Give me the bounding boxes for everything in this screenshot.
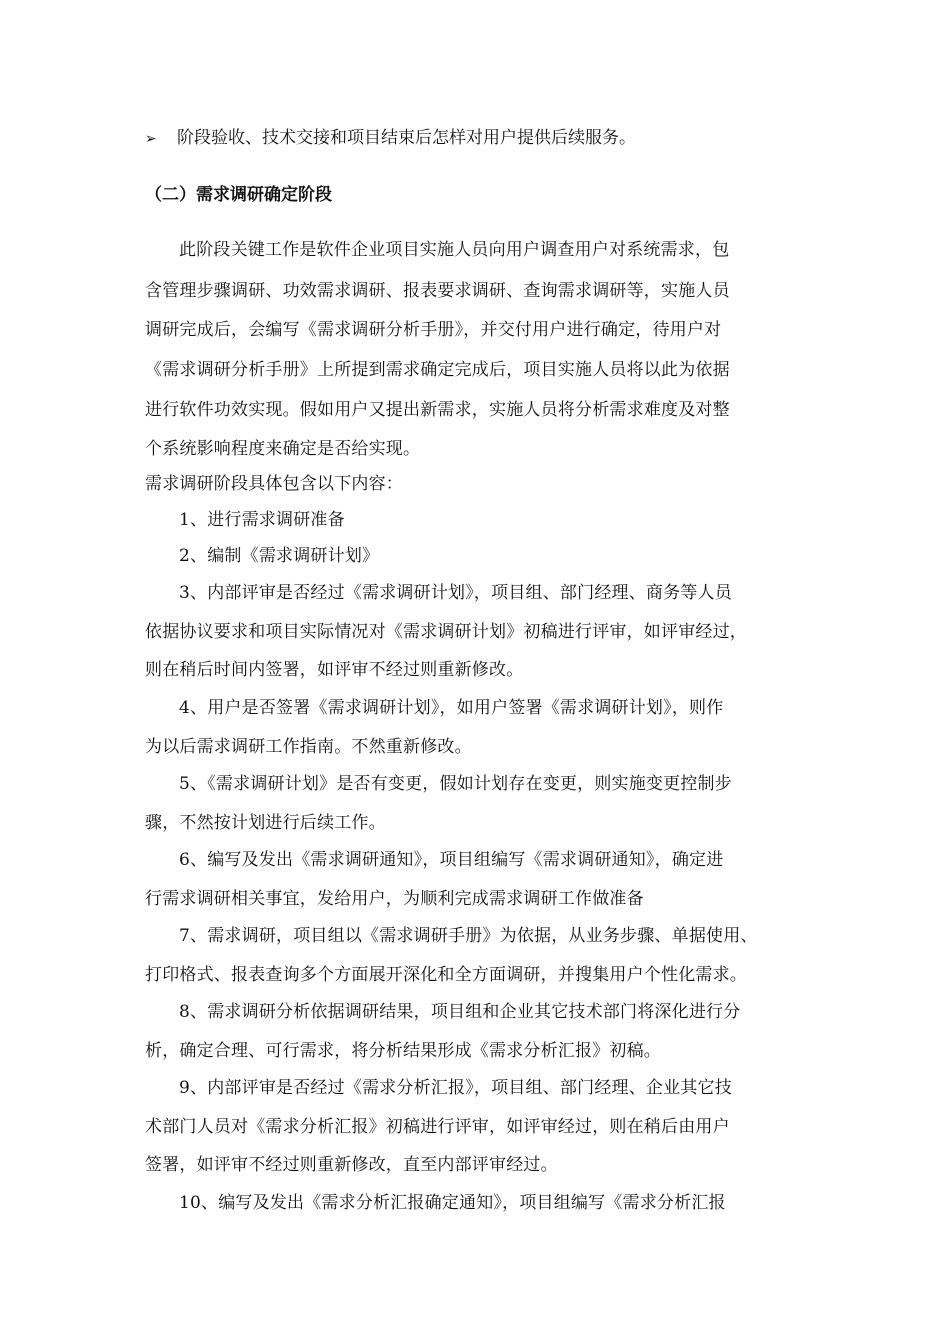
paragraph-line: 含管理步骤调研、功效需求调研、报表要求调研、查询需求调研等，实施人员	[145, 281, 730, 301]
bullet-text: 阶段验收、技术交接和项目结束后怎样对用户提供后续服务。	[177, 128, 636, 148]
list-item-line: 则在稍后时间内签署，如评审不经过则重新修改。	[145, 660, 524, 680]
list-item-line: 1、进行需求调研准备	[179, 510, 345, 530]
list-item-line: 4、用户是否签署《需求调研计划》，如用户签署《需求调研计划》，则作	[179, 698, 724, 718]
paragraph-line: 调研完成后，会编写《需求调研分析手册》，并交付用户进行确定，待用户对	[145, 320, 722, 340]
list-item-line: 8、需求调研分析依据调研结果，项目组和企业其它技术部门将深化进行分	[179, 1002, 741, 1022]
list-item-line: 打印格式、报表查询多个方面展开深化和全方面调研，并搜集用户个性化需求。	[145, 965, 747, 985]
list-item-line: 签署，如评审不经过则重新修改，直至内部评审经过。	[145, 1155, 558, 1175]
arrow-bullet-icon: ➢	[145, 131, 157, 147]
list-item-line: 为以后需求调研工作指南。不然重新修改。	[145, 737, 472, 757]
list-item-line: 依据协议要求和项目实际情况对《需求调研计划》初稿进行评审，如评审经过，	[145, 622, 747, 642]
paragraph-line: 个系统影响程度来确定是否给实现。	[145, 439, 421, 459]
paragraph-line: 需求调研阶段具体包含以下内容：	[145, 474, 403, 494]
paragraph-line: 进行软件功效实现。假如用户又提出新需求，实施人员将分析需求难度及对整	[145, 400, 730, 420]
section-heading: （二）需求调研确定阶段	[145, 185, 332, 205]
list-item-line: 3、内部评审是否经过《需求调研计划》，项目组、部门经理、商务等人员	[179, 583, 732, 603]
list-item-line: 骤，不然按计划进行后续工作。	[145, 813, 386, 833]
list-item-line: 10、编写及发出《需求分析汇报确定通知》，项目组编写《需求分析汇报	[179, 1193, 726, 1213]
bullet-item	[145, 124, 815, 152]
paragraph-line: 《需求调研分析手册》上所提到需求确定完成后，项目实施人员将以此为依据	[145, 360, 730, 380]
list-item-line: 2、编制《需求调研计划》	[179, 546, 380, 566]
list-item-line: 术部门人员对《需求分析汇报》初稿进行评审，如评审经过，则在稍后由用户	[145, 1117, 730, 1137]
list-item-line: 6、编写及发出《需求调研通知》，项目组编写《需求调研通知》，确定进	[179, 850, 724, 870]
list-item-line: 5、《需求调研计划》是否有变更，假如计划存在变更，则实施变更控制步	[179, 774, 732, 794]
list-item-line: 析，确定合理、可行需求，将分析结果形成《需求分析汇报》初稿。	[145, 1041, 661, 1061]
list-item-line: 行需求调研相关事宜，发给用户，为顺利完成需求调研工作做准备	[145, 889, 644, 909]
list-item-line: 9、内部评审是否经过《需求分析汇报》，项目组、部门经理、企业其它技	[179, 1078, 732, 1098]
list-item-line: 7、需求调研，项目组以《需求调研手册》为依据，从业务步骤、单据使用、	[179, 926, 758, 946]
paragraph-line: 此阶段关键工作是软件企业项目实施人员向用户调查用户对系统需求，包	[179, 240, 730, 260]
